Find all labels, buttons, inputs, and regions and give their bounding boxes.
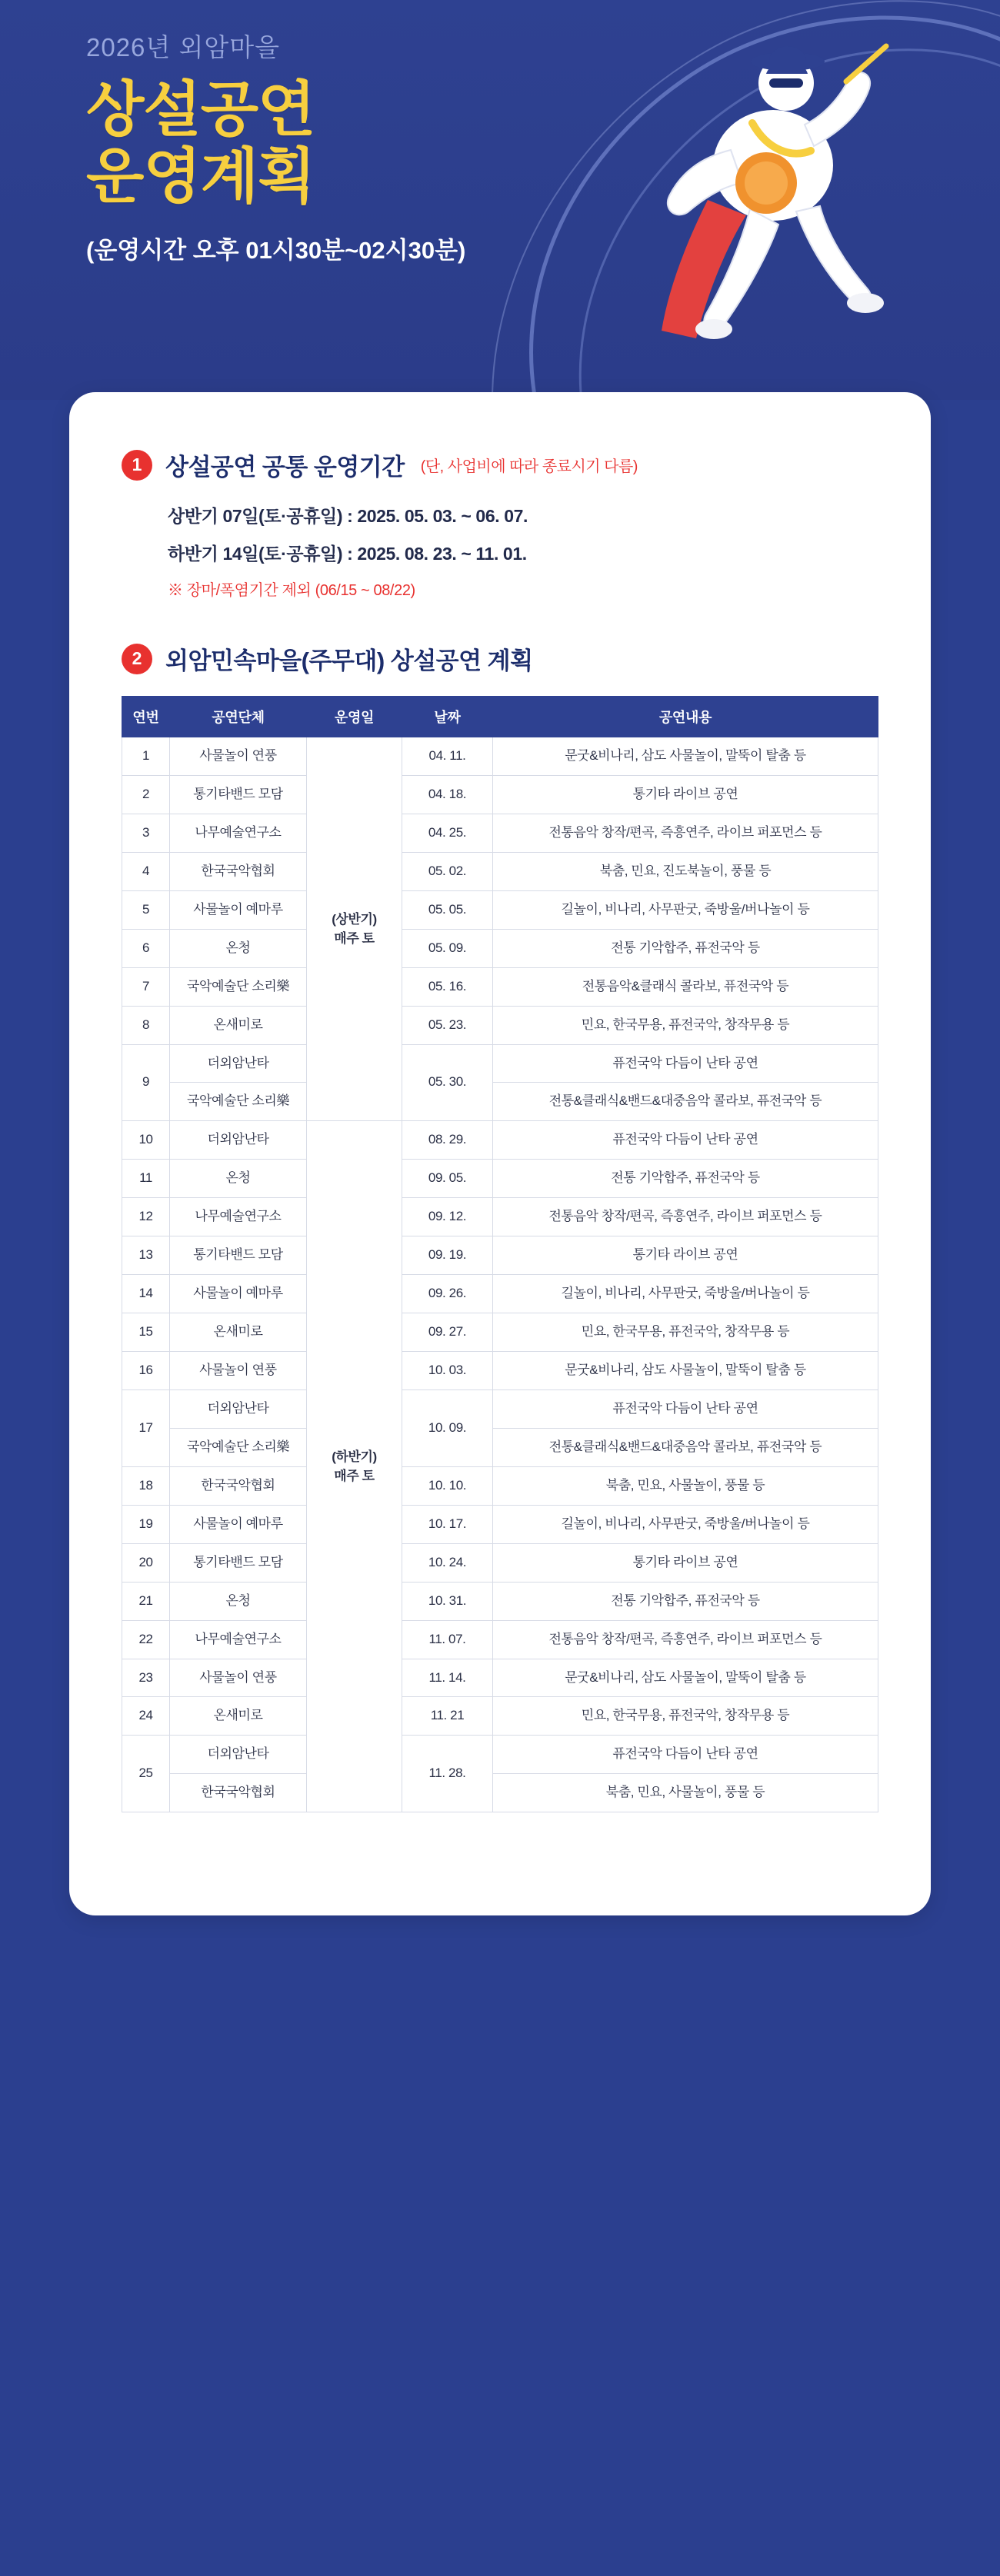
- cell-team: 사물놀이 연풍: [170, 1659, 307, 1697]
- operating-day-line1: (상반기): [332, 911, 377, 927]
- cell-date: 05. 30.: [402, 1044, 493, 1121]
- operating-day-line2: 매주 토: [334, 931, 375, 947]
- cell-date: 09. 05.: [402, 1160, 493, 1198]
- table-row: [122, 1428, 878, 1466]
- cell-team: 온청: [170, 929, 307, 967]
- table-row: [122, 1044, 878, 1083]
- period-line-first-half: 상반기 07일(토·공휴일) : 2025. 05. 03. ~ 06. 07.: [168, 506, 528, 526]
- cell-team: 더외암난타: [170, 1390, 307, 1428]
- cell-no: 1: [122, 737, 170, 776]
- cell-no: 11: [122, 1160, 170, 1198]
- cell-date: 10. 31.: [402, 1582, 493, 1620]
- cell-description: 길놀이, 비나리, 사무판굿, 죽방울/버나놀이 등: [493, 1505, 878, 1543]
- cell-no: 21: [122, 1582, 170, 1620]
- table-row: [122, 1697, 878, 1736]
- hero-banner: [0, 0, 1000, 400]
- cell-no: 24: [122, 1697, 170, 1736]
- cell-description: 북춤, 민요, 진도북놀이, 풍물 등: [493, 852, 878, 890]
- cell-description: 퓨전국악 다듬이 난타 공연: [493, 1044, 878, 1083]
- table-row: [122, 1390, 878, 1428]
- table-row: [122, 852, 878, 890]
- cell-description: 전통&클래식&밴드&대중음악 콜라보, 퓨전국악 등: [493, 1428, 878, 1466]
- cell-description: 전통 기악합주, 퓨전국악 등: [493, 929, 878, 967]
- cell-no: 6: [122, 929, 170, 967]
- cell-team: 한국국악협회: [170, 1774, 307, 1812]
- cell-date: 10. 10.: [402, 1466, 493, 1505]
- table-row: [122, 1313, 878, 1352]
- cell-no: 18: [122, 1466, 170, 1505]
- cell-date: 05. 16.: [402, 967, 493, 1006]
- cell-no: 2: [122, 775, 170, 814]
- cell-no: 16: [122, 1352, 170, 1390]
- cell-description: 북춤, 민요, 사물놀이, 풍물 등: [493, 1466, 878, 1505]
- table-row: [122, 1505, 878, 1543]
- cell-description: 통기타 라이브 공연: [493, 1236, 878, 1275]
- section2-number-badge: 2: [122, 644, 152, 674]
- section2-header: [122, 641, 878, 676]
- section1-number-badge: 1: [122, 450, 152, 481]
- page-bottom-spacer: [0, 1915, 1000, 1985]
- cell-team: 한국국악협회: [170, 852, 307, 890]
- cell-date: 05. 05.: [402, 890, 493, 929]
- cell-description: 통기타 라이브 공연: [493, 775, 878, 814]
- cell-description: 퓨전국악 다듬이 난타 공연: [493, 1390, 878, 1428]
- cell-date: 08. 29.: [402, 1121, 493, 1160]
- table-row: [122, 1620, 878, 1659]
- table-row: [122, 1275, 878, 1313]
- table-row: [122, 1543, 878, 1582]
- cell-team: 온새미로: [170, 1313, 307, 1352]
- table-header-row: [122, 697, 878, 737]
- operating-day-line1: (하반기): [332, 1449, 377, 1464]
- cell-no: 8: [122, 1006, 170, 1044]
- section2-title: 외암민속마을(주무대) 상설공연 계획: [165, 647, 533, 674]
- operating-day-line2: 매주 토: [334, 1469, 375, 1484]
- table-row: [122, 775, 878, 814]
- table-row: [122, 1006, 878, 1044]
- cell-team: 사물놀이 예마루: [170, 1275, 307, 1313]
- table-row: [122, 1083, 878, 1121]
- schedule-table-head: [122, 697, 878, 737]
- cell-no: 22: [122, 1620, 170, 1659]
- table-row: [122, 1582, 878, 1620]
- cell-no: 5: [122, 890, 170, 929]
- cell-description: 전통음악&클래식 콜라보, 퓨전국악 등: [493, 967, 878, 1006]
- cell-team: 온청: [170, 1582, 307, 1620]
- cell-team: 통기타밴드 모담: [170, 1236, 307, 1275]
- cell-no: 7: [122, 967, 170, 1006]
- cell-date: 04. 18.: [402, 775, 493, 814]
- cell-description: 민요, 한국무용, 퓨전국악, 창작무용 등: [493, 1697, 878, 1736]
- hero-title-line2: 운영계획: [86, 142, 315, 211]
- cell-date: 04. 11.: [402, 737, 493, 776]
- performer-illustration: [615, 8, 946, 369]
- cell-team: 더외암난타: [170, 1121, 307, 1160]
- cell-date: 04. 25.: [402, 814, 493, 852]
- cell-no: 15: [122, 1313, 170, 1352]
- table-row: [122, 814, 878, 852]
- col-header-desc: 공연내용: [493, 697, 878, 737]
- cell-operating-day: [307, 737, 402, 1121]
- cell-description: 전통 기악합주, 퓨전국악 등: [493, 1582, 878, 1620]
- cell-date: 09. 12.: [402, 1198, 493, 1236]
- cell-team: 온청: [170, 1160, 307, 1198]
- table-row: [122, 1466, 878, 1505]
- cell-date: 09. 26.: [402, 1275, 493, 1313]
- cell-team: 나무예술연구소: [170, 1198, 307, 1236]
- table-row: [122, 967, 878, 1006]
- section1-note: (단, 사업비에 따라 종료시기 다름): [420, 458, 638, 475]
- cell-description: 전통음악 창작/편곡, 즉흥연주, 라이브 퍼포먼스 등: [493, 814, 878, 852]
- cell-no: 20: [122, 1543, 170, 1582]
- col-header-day: 운영일: [307, 697, 402, 737]
- cell-team: 통기타밴드 모담: [170, 775, 307, 814]
- cell-no: 9: [122, 1044, 170, 1121]
- table-row: [122, 1736, 878, 1774]
- col-header-team: 공연단체: [170, 697, 307, 737]
- cell-description: 문굿&비나리, 삼도 사물놀이, 말뚝이 탈춤 등: [493, 737, 878, 776]
- period-exclusion-note: ※ 장마/폭염기간 제외 (06/15 ~ 08/22): [168, 582, 415, 599]
- cell-team: 국악예술단 소리樂: [170, 1428, 307, 1466]
- cell-no: 12: [122, 1198, 170, 1236]
- cell-team: 더외암난타: [170, 1736, 307, 1774]
- cell-team: 사물놀이 연풍: [170, 737, 307, 776]
- cell-operating-day: [307, 1121, 402, 1812]
- cell-description: 퓨전국악 다듬이 난타 공연: [493, 1736, 878, 1774]
- cell-description: 문굿&비나리, 삼도 사물놀이, 말뚝이 탈춤 등: [493, 1352, 878, 1390]
- table-row: [122, 1659, 878, 1697]
- cell-description: 북춤, 민요, 사물놀이, 풍물 등: [493, 1774, 878, 1812]
- cell-team: 통기타밴드 모담: [170, 1543, 307, 1582]
- schedule-table: [122, 696, 878, 1812]
- cell-team: 나무예술연구소: [170, 814, 307, 852]
- table-row: [122, 1352, 878, 1390]
- cell-date: 11. 14.: [402, 1659, 493, 1697]
- period-line-second-half: 하반기 14일(토·공휴일) : 2025. 08. 23. ~ 11. 01.: [168, 544, 527, 564]
- cell-no: 10: [122, 1121, 170, 1160]
- cell-no: 17: [122, 1390, 170, 1466]
- col-header-no: 연번: [122, 697, 170, 737]
- cell-team: 국악예술단 소리樂: [170, 967, 307, 1006]
- section1-title: 상설공연 공통 운영기간: [165, 454, 405, 481]
- cell-no: 3: [122, 814, 170, 852]
- cell-description: 민요, 한국무용, 퓨전국악, 창작무용 등: [493, 1313, 878, 1352]
- cell-no: 23: [122, 1659, 170, 1697]
- section1-header: [122, 448, 878, 482]
- cell-description: 전통 기악합주, 퓨전국악 등: [493, 1160, 878, 1198]
- cell-team: 온새미로: [170, 1006, 307, 1044]
- cell-team: 사물놀이 예마루: [170, 1505, 307, 1543]
- cell-team: 나무예술연구소: [170, 1620, 307, 1659]
- cell-description: 전통음악 창작/편곡, 즉흥연주, 라이브 퍼포먼스 등: [493, 1620, 878, 1659]
- cell-no: 25: [122, 1736, 170, 1812]
- cell-date: 05. 23.: [402, 1006, 493, 1044]
- cell-date: 10. 03.: [402, 1352, 493, 1390]
- cell-team: 사물놀이 예마루: [170, 890, 307, 929]
- hero-subtitle: (운영시간 오후 01시30분~02시30분): [86, 236, 466, 264]
- table-row: [122, 1774, 878, 1812]
- section-common-period: [122, 448, 878, 600]
- hero-year: 2026년 외암마을: [86, 33, 280, 62]
- cell-description: 문굿&비나리, 삼도 사물놀이, 말뚝이 탈춤 등: [493, 1659, 878, 1697]
- cell-team: 온새미로: [170, 1697, 307, 1736]
- section1-body: [122, 502, 878, 600]
- cell-date: 09. 19.: [402, 1236, 493, 1275]
- cell-date: 10. 09.: [402, 1390, 493, 1466]
- cell-team: 사물놀이 연풍: [170, 1352, 307, 1390]
- hero-title-line1: 상설공연: [86, 75, 315, 143]
- table-row: [122, 929, 878, 967]
- cell-date: 05. 09.: [402, 929, 493, 967]
- table-row: [122, 1121, 878, 1160]
- section-schedule: [122, 641, 878, 1812]
- cell-team: 더외암난타: [170, 1044, 307, 1083]
- cell-no: 13: [122, 1236, 170, 1275]
- table-row: [122, 737, 878, 776]
- cell-date: 11. 21: [402, 1697, 493, 1736]
- cell-date: 05. 02.: [402, 852, 493, 890]
- content-card: [69, 392, 931, 1915]
- schedule-table-body: [122, 737, 878, 1812]
- table-row: [122, 1236, 878, 1275]
- cell-date: 10. 24.: [402, 1543, 493, 1582]
- cell-description: 민요, 한국무용, 퓨전국악, 창작무용 등: [493, 1006, 878, 1044]
- cell-description: 전통&클래식&밴드&대중음악 콜라보, 퓨전국악 등: [493, 1083, 878, 1121]
- cell-description: 길놀이, 비나리, 사무판굿, 죽방울/버나놀이 등: [493, 1275, 878, 1313]
- cell-no: 4: [122, 852, 170, 890]
- col-header-date: 날짜: [402, 697, 493, 737]
- cell-description: 통기타 라이브 공연: [493, 1543, 878, 1582]
- cell-date: 09. 27.: [402, 1313, 493, 1352]
- cell-description: 길놀이, 비나리, 사무판굿, 죽방울/버나놀이 등: [493, 890, 878, 929]
- cell-no: 14: [122, 1275, 170, 1313]
- cell-description: 전통음악 창작/편곡, 즉흥연주, 라이브 퍼포먼스 등: [493, 1198, 878, 1236]
- cell-date: 10. 17.: [402, 1505, 493, 1543]
- cell-date: 11. 28.: [402, 1736, 493, 1812]
- table-row: [122, 1198, 878, 1236]
- cell-team: 국악예술단 소리樂: [170, 1083, 307, 1121]
- cell-date: 11. 07.: [402, 1620, 493, 1659]
- cell-no: 19: [122, 1505, 170, 1543]
- table-row: [122, 890, 878, 929]
- cell-team: 한국국악협회: [170, 1466, 307, 1505]
- cell-description: 퓨전국악 다듬이 난타 공연: [493, 1121, 878, 1160]
- table-row: [122, 1160, 878, 1198]
